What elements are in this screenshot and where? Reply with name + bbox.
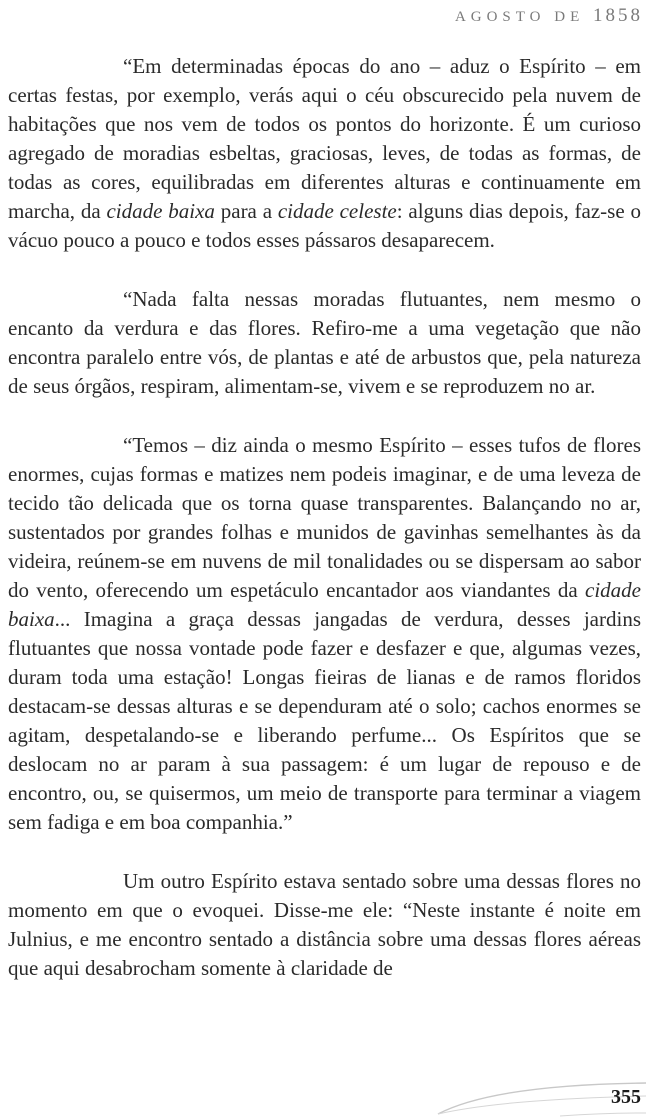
page-footer <box>0 1080 651 1119</box>
running-head-month: AGOSTO DE <box>454 9 585 25</box>
text-segment: : alguns dias depois, faz-se o vácuo pouco a pouco e todos esses pássaros desaparecem. <box>8 199 641 252</box>
text-segment: Um outro Espírito estava sentado sobre uma dessas flores no momento em que o evoquei. Disse-me ele: “Neste instante é noite em Julnius, e me encontro sentado a distância sobre uma dessas flores aéreas que aqui desabrocham somente à claridade de <box>8 869 641 980</box>
running-head <box>455 5 643 27</box>
decorative-swash-icon <box>0 1080 651 1119</box>
body-text <box>8 52 641 1013</box>
italic-segment: cidade baixa <box>106 199 215 223</box>
text-segment: para a <box>214 199 278 223</box>
paragraph-4 <box>8 867 641 983</box>
page-number: 355 <box>611 1086 641 1108</box>
italic-segment: cidade baixa <box>8 578 641 631</box>
running-head-year: 1858 <box>593 5 643 26</box>
text-segment: ... Imagina a graça dessas jangadas de verdura, desses jardins flutuantes que nossa vontade pode fazer e desfazer e que, algumas vezes, duram toda uma estação! Longas fieiras de lianas e de ramos floridos destacam-se dessas alturas e se dependuram até o solo; cachos enormes se agitam, despetalando-se e liberando perfume... Os Espíritos que se deslocam no ar param à sua passagem: é um lugar de repouso e de encontro, ou, se quisermos, um meio de transporte para terminar a viagem sem fadiga e em boa companhia.” <box>8 607 641 834</box>
text-segment: “Temos – diz ainda o mesmo Espírito – esses tufos de flores enormes, cujas formas e matizes nem podeis imaginar, e de uma leveza de tecido tão delicada que os torna quase transparentes. Balançando no ar, sustentados por grandes folhas e munidos de gavinhas semelhantes às da videira, reúnem-se em nuvens de mil tonalidades ou se dispersam ao sabor do vento, oferecendo um espetáculo encantador aos viandantes da <box>8 433 641 602</box>
paragraph-3 <box>8 431 641 837</box>
text-segment: “Em determinadas épocas do ano – aduz o Espírito – em certas festas, por exemplo, verás aqui o céu obscurecido pela nuvem de habitações que nos vem de todos os pontos do horizonte. É um curioso agregado de moradias esbeltas, graciosas, leves, de todas as formas, de todas as cores, equilibradas em diferentes alturas e continuamente em marcha, da <box>8 54 641 223</box>
text-segment: “Nada falta nessas moradas flutuantes, nem mesmo o encanto da verdura e das flores. Refiro-me a uma vegetação que não encontra paralelo entre vós, de plantas e até de arbustos que, pela natureza de seus órgãos, respiram, alimentam-se, vivem e se reproduzem no ar. <box>8 287 641 398</box>
paragraph-2 <box>8 285 641 401</box>
italic-segment: cidade celeste <box>277 199 397 223</box>
paragraph-1 <box>8 52 641 255</box>
